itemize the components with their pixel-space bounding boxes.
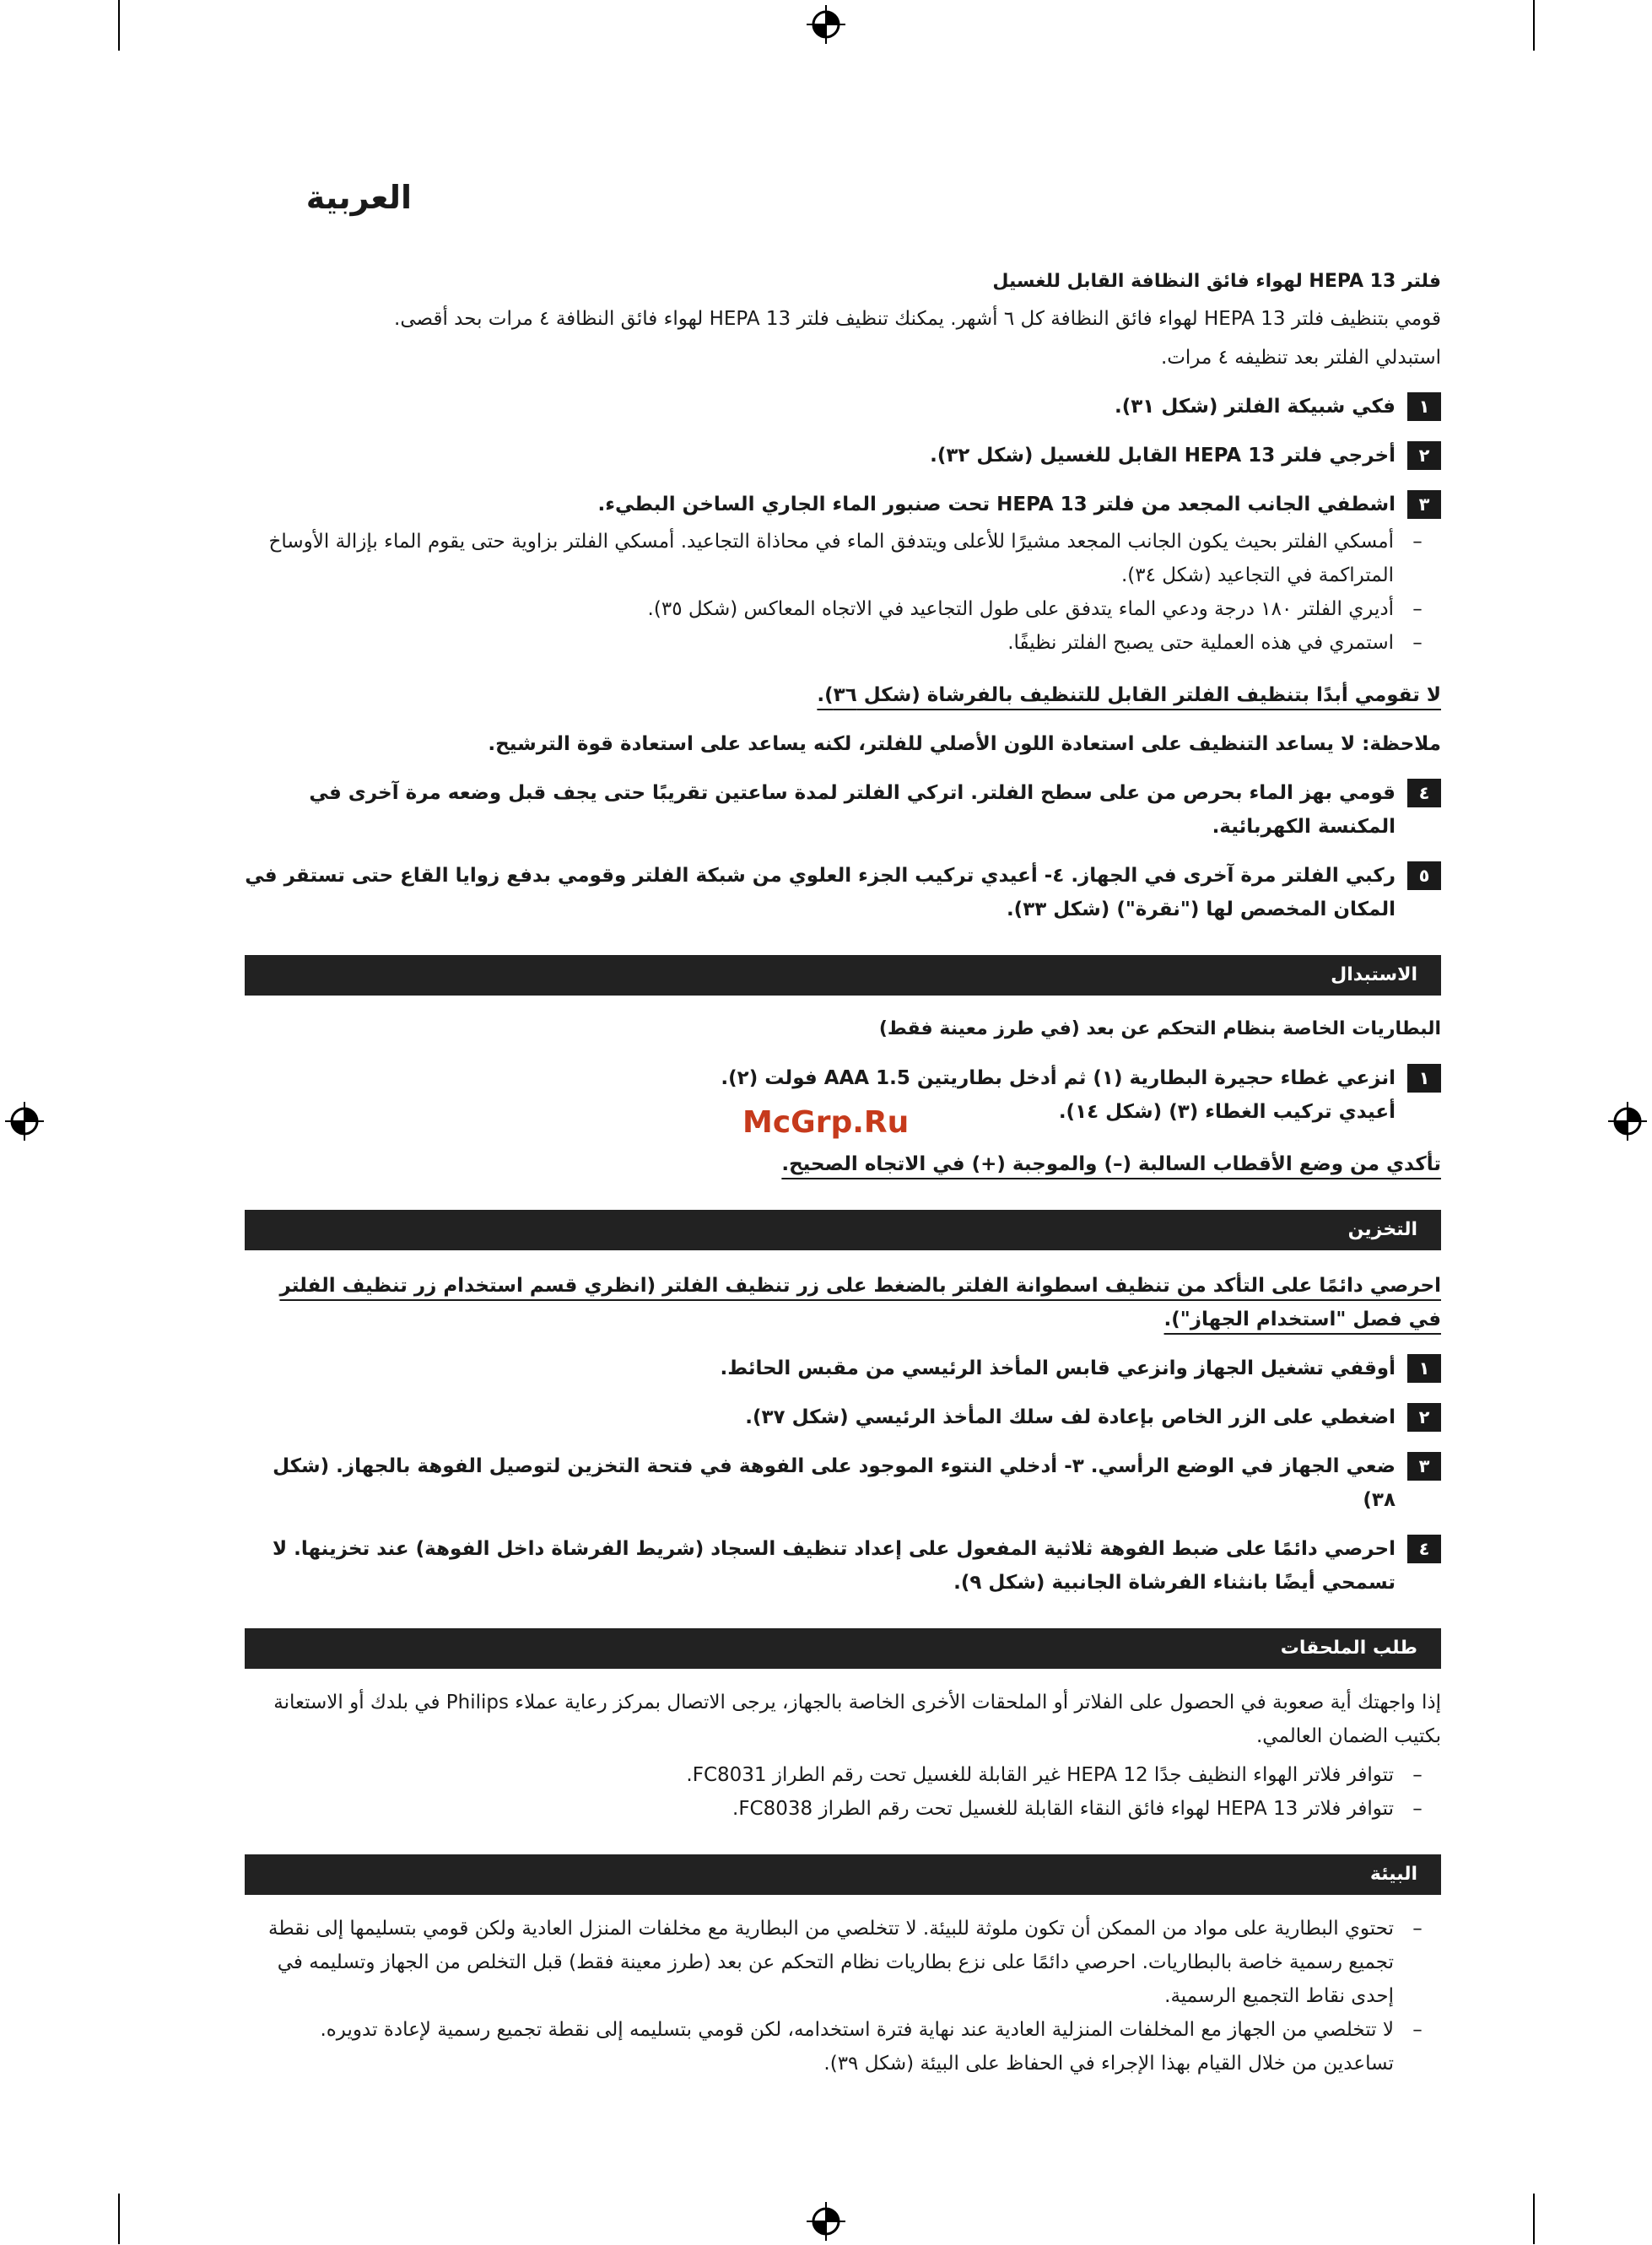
step-text: فكي شبيكة الفلتر (شكل ٣١). <box>1115 396 1396 418</box>
step-item <box>245 439 1441 472</box>
bullet-list <box>245 1758 1441 1826</box>
page-title: العربية <box>305 179 412 216</box>
note-text: ملاحظة: لا يساعد التنظيف على استعادة اللون الأصلي للفلتر، لكنه يساعد على استعادة قوة الترشيح. <box>488 733 1441 755</box>
section-bar-accessories: طلب الملحقات <box>245 1628 1441 1669</box>
step-item <box>245 859 1441 926</box>
crop-mark <box>118 0 120 51</box>
step-item <box>245 1532 1441 1600</box>
dash-marker: – <box>1412 2019 1423 2041</box>
warning-block <box>245 1269 1441 1336</box>
step-item <box>245 488 1441 521</box>
bullet-list <box>245 525 1441 660</box>
list-item <box>245 592 1441 626</box>
dash-marker: – <box>1412 531 1423 553</box>
document-body <box>245 253 1441 2087</box>
registration-mark-icon <box>5 1102 44 1141</box>
list-item-text: لا تتخلصي من الجهاز مع المخلفات المنزلية العادية عند نهاية فترة استخدامه، لكن قومي بتسليمه إلى نقطة تجميع رسمية لإعادة تدويره. تساعدين من خلال القيام بهذا الإجراء في الحفاظ على البيئة (شكل ٣٩). <box>320 2019 1394 2075</box>
step-number: ٤ <box>1407 779 1441 807</box>
step-item <box>245 1449 1441 1517</box>
crop-mark <box>1533 2194 1535 2244</box>
section-bar-replacement: الاستبدال <box>245 955 1441 996</box>
step-line: أعيدي تركيب الغطاء (٣) (شكل ١٤). <box>1058 1101 1396 1123</box>
list-item-text: أديري الفلتر ١٨٠ درجة ودعي الماء يتدفق على طول التجاعيد في الاتجاه المعاكس (شكل ٣٥). <box>647 598 1394 620</box>
section-subheading: فلتر HEPA 13 لهواء فائق النظافة القابل للغسيل <box>992 271 1441 292</box>
list-item-text: أمسكي الفلتر بحيث يكون الجانب المجعد مشيرًا للأعلى ويتدفق الماء في محاذاة التجاعيد. أمسكي الفلتر بزاوية حتى يقوم الماء بإزالة الأوساخ المتراكمة في التجاعيد (شكل ٣٤). <box>268 531 1394 586</box>
registration-mark-icon <box>807 5 845 44</box>
step-number: ٢ <box>1407 441 1441 470</box>
list-item-text: تتوافر فلاتر الهواء النظيف جدًا HEPA 12 غير القابلة للغسيل تحت رقم الطراز FC8031. <box>686 1764 1394 1786</box>
list-item <box>245 1792 1441 1826</box>
step-number: ٣ <box>1407 1452 1441 1481</box>
step-item <box>245 1400 1441 1434</box>
watermark: McGrp.Ru <box>742 1105 910 1140</box>
step-item <box>245 1061 1441 1129</box>
step-text: اضغطي على الزر الخاص بإعادة لف سلك المأخذ الرئيسي (شكل ٣٧). <box>745 1406 1396 1428</box>
dash-marker: – <box>1412 598 1423 620</box>
dash-marker: – <box>1412 632 1423 654</box>
registration-mark-icon <box>807 2202 845 2241</box>
section-subheading: البطاريات الخاصة بنظام التحكم عن بعد (في طرز معينة فقط) <box>878 1018 1441 1039</box>
step-number: ٢ <box>1407 1403 1441 1432</box>
list-item <box>245 1912 1441 2013</box>
paragraph: قومي بتنظيف فلتر HEPA 13 لهواء فائق النظافة كل ٦ أشهر. يمكنك تنظيف فلتر HEPA 13 لهواء فائق النظافة ٤ مرات بحد أقصى. <box>394 308 1441 330</box>
step-number: ١ <box>1407 392 1441 421</box>
crop-mark <box>118 2194 120 2244</box>
step-text: قومي بهز الماء بحرص من على سطح الفلتر. اتركي الفلتر لمدة ساعتين تقريبًا حتى يجف قبل وضعه مرة آخرى في المكنسة الكهربائية. <box>309 782 1396 838</box>
list-item <box>245 525 1441 592</box>
crop-mark <box>1533 0 1535 51</box>
list-item <box>245 626 1441 660</box>
step-number: ٤ <box>1407 1535 1441 1563</box>
list-item <box>245 2013 1441 2080</box>
bullet-list <box>245 1912 1441 2080</box>
list-item-text: تتوافر فلاتر HEPA 13 لهواء فائق النقاء القابلة للغسيل تحت رقم الطراز FC8038. <box>732 1798 1394 1820</box>
step-text: ركبي الفلتر مرة آخرى في الجهاز. ٤- أعيدي تركيب الجزء العلوي من شبكة الفلتر وقومي بدفع زوايا القاع حتى تستقر في المكان المخصص لها ("نقرة") (شكل ٣٣). <box>245 865 1396 920</box>
warning-block <box>245 1147 1441 1181</box>
dash-marker: – <box>1412 1764 1423 1786</box>
step-number: ٣ <box>1407 490 1441 519</box>
dash-marker: – <box>1412 1918 1423 1940</box>
step-text <box>245 1061 1396 1129</box>
list-item-text: استمري في هذه العملية حتى يصبح الفلتر نظيفًا. <box>1007 632 1394 654</box>
step-text: أوقفي تشغيل الجهاز وانزعي قابس المأخذ الرئيسي من مقبس الحائط. <box>720 1357 1396 1379</box>
step-item <box>245 1352 1441 1385</box>
step-text: أخرجي فلتر HEPA 13 القابل للغسيل (شكل ٣٢). <box>930 445 1396 467</box>
step-text: احرصي دائمًا على ضبط الفوهة ثلاثية المفعول على إعداد تنظيف السجاد (شريط الفرشاة داخل الفوهة) عند تخزينها. لا تسمحي أيضًا بانثناء الفرشاة الجانبية (شكل ٩). <box>272 1538 1396 1594</box>
step-text: اشطفي الجانب المجعد من فلتر HEPA 13 تحت صنبور الماء الجاري الساخن البطيء. <box>597 494 1396 515</box>
section-bar-environment: البيئة <box>245 1854 1441 1895</box>
dash-marker: – <box>1412 1798 1423 1820</box>
warning-text: تأكدي من وضع الأقطاب السالبة (–) والموجبة (+) في الاتجاه الصحيح. <box>781 1153 1441 1175</box>
section-bar-storage: التخزين <box>245 1210 1441 1250</box>
warning-text: لا تقومي أبدًا بتنظيف الفلتر القابل للتنظيف بالفرشاة (شكل ٣٦). <box>817 684 1441 706</box>
paragraph: استبدلي الفلتر بعد تنظيفه ٤ مرات. <box>1160 347 1441 369</box>
step-line: انزعي غطاء حجيرة البطارية (١) ثم أدخل بطاريتين AAA 1.5 فولت (٢). <box>721 1067 1396 1089</box>
step-number: ٥ <box>1407 861 1441 890</box>
warning-block <box>245 678 1441 712</box>
step-text: ضعي الجهاز في الوضع الرأسي. ٣- أدخلي النتوء الموجود على الفوهة في فتحة التخزين لتوصيل الفوهة بالجهاز. (شكل ٣٨) <box>273 1455 1396 1511</box>
paragraph: إذا واجهتك أية صعوبة في الحصول على الفلاتر أو الملحقات الأخرى الخاصة بالجهاز، يرجى الاتصال بمركز رعاية عملاء Philips في بلدك أو الاستعانة بكتيب الضمان العالمي. <box>273 1692 1441 1747</box>
step-item <box>245 390 1441 424</box>
list-item-text: تحتوي البطارية على مواد من الممكن أن تكون ملوثة للبيئة. لا تتخلصي من البطارية مع مخلفات المنزل العادية ولكن قومي بتسليمها إلى نقطة تجميع رسمية خاصة بالبطاريات. احرصي دائمًا على نزع بطاريات نظام التحكم عن بعد (طرز معينة فقط) قبل التخلص من الجهاز وتسليمه في إحدى نقاط التجميع الرسمية. <box>267 1918 1394 2007</box>
step-number: ١ <box>1407 1064 1441 1093</box>
list-item <box>245 1758 1441 1792</box>
step-item <box>245 776 1441 844</box>
step-number: ١ <box>1407 1354 1441 1383</box>
warning-text: احرصي دائمًا على التأكد من تنظيف اسطوانة الفلتر بالضغط على زر تنظيف الفلتر (انظري قسم استخدام زر تنظيف الفلتر في فصل "استخدام الجهاز"). <box>279 1275 1441 1330</box>
registration-mark-icon <box>1608 1102 1647 1141</box>
